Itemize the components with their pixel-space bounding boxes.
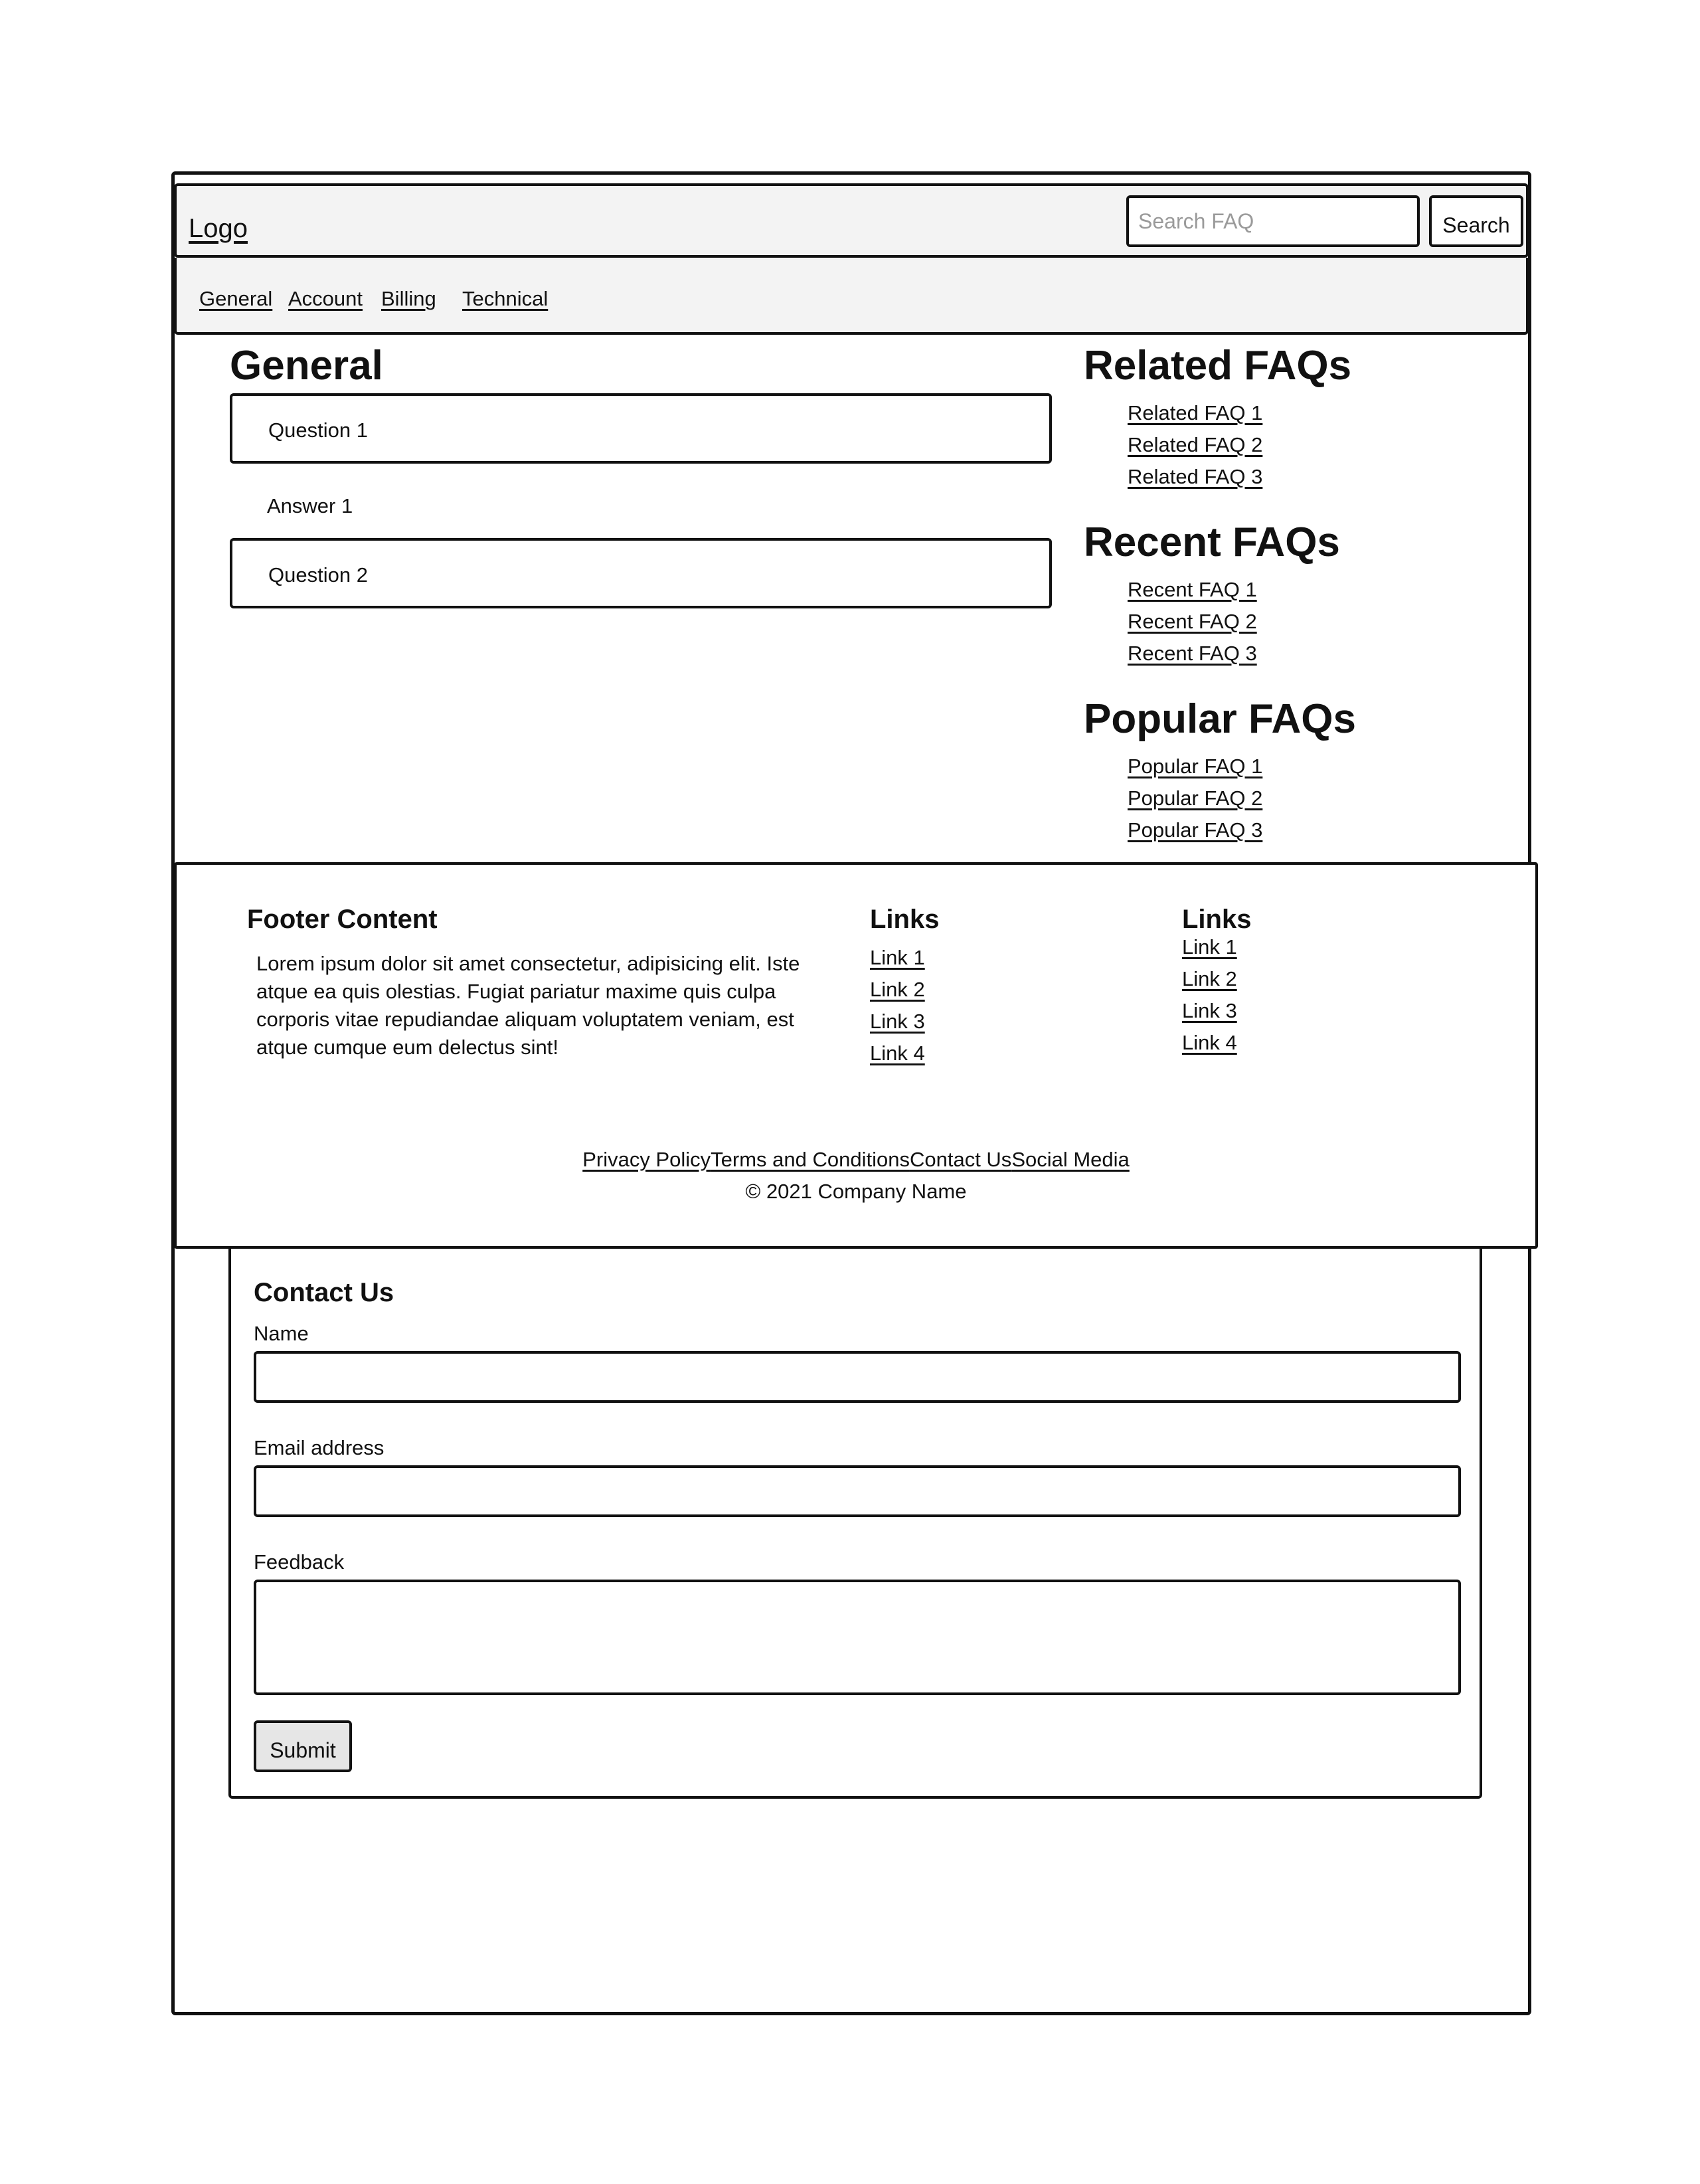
- category-nav: [174, 258, 1529, 335]
- popular-faq-link-2[interactable]: Popular FAQ 2: [1128, 786, 1263, 810]
- page-title: General: [230, 343, 383, 389]
- related-faq-link-3[interactable]: Related FAQ 3: [1128, 465, 1263, 488]
- question-2-label: Question 2: [268, 563, 368, 587]
- logo-link[interactable]: Logo: [189, 214, 248, 243]
- footer-content-heading: Footer Content: [247, 905, 438, 934]
- footer-content-text: Lorem ipsum dolor sit amet consectetur, adipisicing elit. Iste atque ea quis olestias. Fugiat pariatur maxime quis culpa corporis vitae repudiandae aliquam voluptatem veniam, est atque cumque eum delectus sint!: [256, 952, 800, 1059]
- related-faq-link-2[interactable]: Related FAQ 2: [1128, 433, 1263, 456]
- social-media-link[interactable]: Social Media: [1011, 1148, 1130, 1171]
- popular-faq-link-3[interactable]: Popular FAQ 3: [1128, 818, 1263, 842]
- footer-col1-link-3[interactable]: Link 3: [870, 1010, 925, 1033]
- search-input[interactable]: [1126, 195, 1420, 247]
- recent-faq-link-2[interactable]: Recent FAQ 2: [1128, 610, 1257, 633]
- related-faqs-heading: Related FAQs: [1084, 343, 1352, 389]
- footer-links-heading-2: Links: [1182, 905, 1252, 934]
- terms-link[interactable]: Terms and Conditions: [711, 1148, 910, 1171]
- question-1-label: Question 1: [268, 418, 368, 442]
- footer-col2-link-1[interactable]: Link 1: [1182, 935, 1237, 958]
- search-button[interactable]: Search: [1429, 195, 1523, 247]
- recent-faq-link-1[interactable]: Recent FAQ 1: [1128, 578, 1257, 601]
- footer-col2-link-3[interactable]: Link 3: [1182, 999, 1237, 1022]
- footer-col1-link-1[interactable]: Link 1: [870, 946, 925, 969]
- contact-us-link[interactable]: Contact Us: [909, 1148, 1012, 1171]
- copyright-text: © 2021 Company Name: [745, 1180, 967, 1203]
- footer-col2-link-4[interactable]: Link 4: [1182, 1031, 1237, 1054]
- related-faq-link-1[interactable]: Related FAQ 1: [1128, 401, 1263, 424]
- email-label: Email address: [254, 1436, 384, 1459]
- nav-item-billing[interactable]: Billing: [381, 287, 436, 310]
- contact-form: [228, 1249, 1482, 1799]
- site-header: [174, 183, 1529, 258]
- footer-links-heading-1: Links: [870, 905, 940, 934]
- popular-faqs-heading: Popular FAQs: [1084, 696, 1356, 742]
- nav-item-account[interactable]: Account: [288, 287, 363, 310]
- privacy-policy-link[interactable]: Privacy Policy: [582, 1148, 711, 1171]
- nav-item-technical[interactable]: Technical: [462, 287, 549, 310]
- email-input[interactable]: [254, 1465, 1461, 1517]
- contact-form-title: Contact Us: [254, 1278, 394, 1307]
- recent-faqs-heading: Recent FAQs: [1084, 519, 1340, 565]
- feedback-label: Feedback: [254, 1550, 345, 1574]
- question-2-toggle[interactable]: [230, 538, 1052, 608]
- nav-item-general[interactable]: General: [199, 287, 273, 310]
- footer-col1-link-2[interactable]: Link 2: [870, 978, 925, 1001]
- site-footer: [174, 862, 1538, 1249]
- feedback-textarea[interactable]: [254, 1580, 1461, 1695]
- footer-col1-link-4[interactable]: Link 4: [870, 1042, 925, 1065]
- question-1-toggle[interactable]: [230, 393, 1052, 464]
- recent-faq-link-3[interactable]: Recent FAQ 3: [1128, 642, 1257, 665]
- submit-button[interactable]: Submit: [254, 1720, 352, 1772]
- popular-faq-link-1[interactable]: Popular FAQ 1: [1128, 755, 1263, 778]
- name-input[interactable]: [254, 1351, 1461, 1403]
- answer-1-text: Answer 1: [267, 494, 353, 517]
- legal-links: [177, 1148, 1535, 1172]
- name-label: Name: [254, 1322, 309, 1345]
- footer-col2-link-2[interactable]: Link 2: [1182, 967, 1237, 990]
